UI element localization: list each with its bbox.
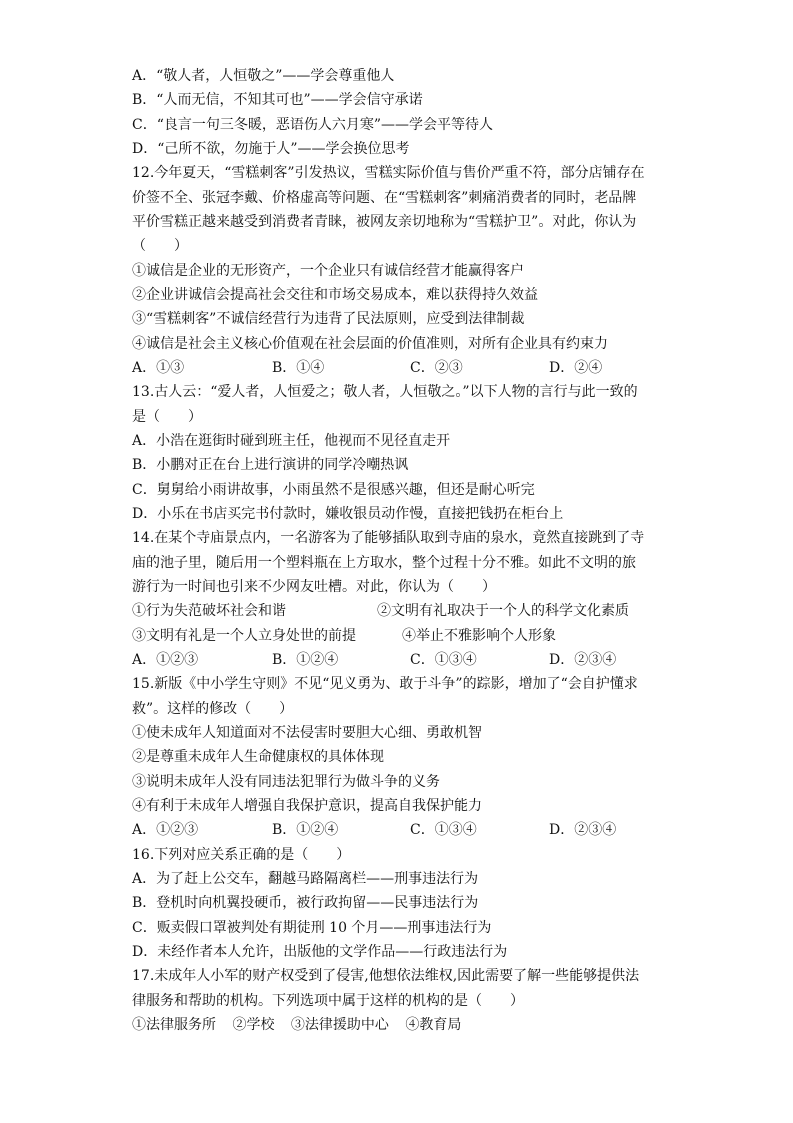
q11-option-a: A．“敬人者，人恒敬之”——学会尊重他人	[132, 68, 395, 84]
q14-stem-line-2: 庙的池子里，随后用一个塑料瓶在上方取水，整个过程十分不雅。如此不文明的旅	[132, 555, 636, 571]
q14-item-1: ①行为失范破坏社会和谐	[132, 603, 286, 619]
q14-items-row-2	[132, 626, 692, 646]
q12-choice-d: D．②④	[549, 360, 603, 376]
q12-item-4: ④诚信是社会主义核心价值观在社会层面的价值准则，对所有企业具有约束力	[132, 336, 608, 352]
q14-choice-d: D．②③④	[549, 652, 617, 668]
q16-stem: 16.下列对应关系正确的是（ ）	[132, 847, 351, 863]
q12-choice-c: C．②③	[410, 360, 463, 376]
q17-item-1: ①法律服务所	[132, 1017, 216, 1033]
q12-choices	[132, 358, 692, 378]
q12-choice-a: A．①③	[132, 360, 185, 376]
q13-option-d: D．小乐在书店买完书付款时，嫌收银员动作慢，直接把钱扔在柜台上	[132, 506, 564, 522]
q15-choice-c: C．①③④	[410, 822, 477, 838]
q12-stem-line-1: 12.今年夏天，“雪糕刺客”引发热议，雪糕实际价值与售价严重不符，部分店铺存在	[132, 165, 645, 181]
q14-choices	[132, 650, 692, 670]
q12-item-2: ②企业讲诚信会提高社会交往和市场交易成本，难以获得持久效益	[132, 287, 538, 303]
q14-choice-c: C．①③④	[410, 652, 477, 668]
q14-item-2: ②文明有礼取决于一个人的科学文化素质	[377, 603, 629, 619]
q15-item-1: ①使未成年人知道面对不法侵害时要胆大心细、勇敢机智	[132, 725, 482, 741]
q14-choice-b: B．①②④	[272, 652, 339, 668]
q13-option-b: B．小鹏对正在台上进行演讲的同学冷嘲热讽	[132, 457, 409, 473]
q15-item-3: ③说明未成年人没有同违法犯罪行为做斗争的义务	[132, 774, 440, 790]
q15-stem-line-2: 救”。这样的修改（ ）	[132, 701, 294, 717]
q13-option-a: A．小浩在逛街时碰到班主任，他视而不见径直走开	[132, 433, 451, 449]
q17-item-3: ③法律援助中心	[290, 1017, 389, 1033]
q12-stem-line-2: 价签不全、张冠李戴、价格虚高等问题、在“雪糕刺客”刺痛消费者的同时，老品牌	[132, 190, 637, 206]
q14-stem-line-3: 游行为一时间也引来不少网友吐槽。对此，你认为（ ）	[132, 579, 496, 595]
q16-option-a: A．为了赶上公交车，翻越马路隔离栏——刑事违法行为	[132, 871, 479, 887]
q13-stem-line-1: 13.古人云：“爱人者，人恒爱之；敬人者，人恒敬之。”以下人物的言行与此一致的	[132, 384, 638, 400]
q17-stem-line-1: 17.未成年人小军的财产权受到了侵害,他想依法维权,因此需要了解一些能够提供法	[132, 968, 640, 984]
q16-option-c: C．贩卖假口罩被判处有期徒刑 10 个月——刑事违法行为	[132, 920, 492, 936]
q13-option-c: C．舅舅给小雨讲故事，小雨虽然不是很感兴趣，但还是耐心听完	[132, 482, 535, 498]
q15-choice-b: B．①②④	[272, 822, 339, 838]
q11-option-d: D．“己所不欲，勿施于人”——学会换位思考	[132, 141, 410, 157]
q13-stem-line-2: 是（ ）	[132, 409, 202, 425]
q12-stem-line-4: （ ）	[132, 238, 188, 254]
q17-item-4: ④教育局	[405, 1017, 462, 1033]
q17-items	[132, 1015, 473, 1035]
q15-choice-a: A．①②③	[132, 822, 199, 838]
q12-item-3: ③“雪糕刺客”不诚信经营行为违背了民法原则，应受到法律制裁	[132, 311, 525, 327]
q14-item-3: ③文明有礼是一个人立身处世的前提	[132, 628, 356, 644]
q12-item-1: ①诚信是企业的无形资产，一个企业只有诚信经营才能赢得客户	[132, 263, 524, 279]
q14-stem-line-1: 14.在某个寺庙景点内，一名游客为了能够插队取到寺庙的泉水，竟然直接跳到了寺	[132, 530, 645, 546]
q12-choice-b: B．①④	[272, 360, 325, 376]
q14-choice-a: A．①②③	[132, 652, 199, 668]
q15-item-4: ④有利于未成年人增强自我保护意识，提高自我保护能力	[132, 798, 482, 814]
q14-item-4: ④举止不雅影响个人形象	[402, 628, 556, 644]
q17-item-2: ②学校	[232, 1017, 275, 1033]
q16-option-d: D．未经作者本人允许，出版他的文学作品——行政违法行为	[132, 944, 508, 960]
q15-choice-d: D．②③④	[549, 822, 617, 838]
q14-items-row-1	[132, 601, 692, 621]
q15-choices	[132, 820, 692, 840]
q15-item-2: ②是尊重未成年人生命健康权的具体体现	[132, 749, 384, 765]
q15-stem-line-1: 15.新版《中小学生守则》不见“见义勇为、敢于斗争”的踪影，增加了“会自护懂求	[132, 676, 638, 692]
q11-option-b: B．“人而无信，不知其可也”——学会信守承诺	[132, 92, 423, 108]
q12-stem-line-3: 平价雪糕正越来越受到消费者青睐，被网友亲切地称为“雪糕护卫”。对此，你认为	[132, 214, 637, 230]
q17-stem-line-2: 律服务和帮助的机构。下列选项中属于这样的机构的是（ ）	[132, 993, 524, 1009]
q11-option-c: C．“良言一句三冬暖，恶语伤人六月寒”——学会平等待人	[132, 117, 494, 133]
q16-option-b: B．登机时向机翼投硬币，被行政拘留——民事违法行为	[132, 895, 479, 911]
